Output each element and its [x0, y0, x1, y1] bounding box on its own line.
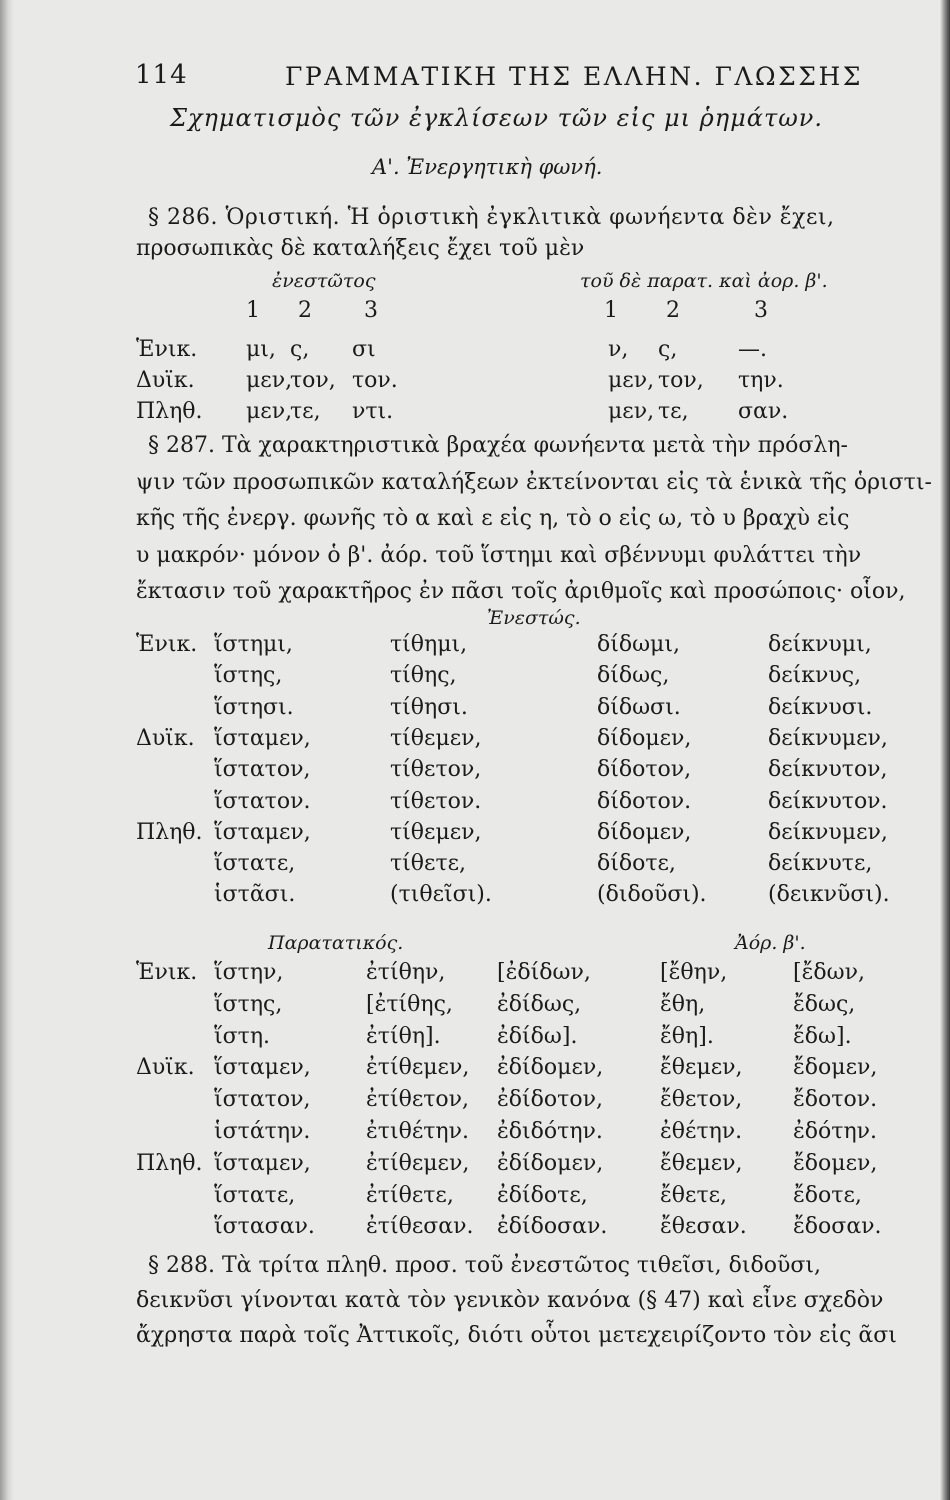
verb-form: [ἐτίθης,	[366, 991, 453, 1017]
verb-form: τίθης,	[390, 663, 457, 689]
person-number: 2	[666, 298, 680, 323]
verb-form: ἔθη,	[660, 991, 706, 1017]
s287-line: ψιν τῶν προσωπικῶν καταλήξεων ἐκτείνονται εἰς τὰ ἑνικὰ τῆς ὁριστι-	[136, 469, 932, 495]
verb-form: ἵστασαν.	[214, 1214, 315, 1240]
verb-form: ἵστατε,	[214, 851, 296, 877]
verb-form: δίδως,	[597, 663, 670, 689]
verb-form: δίδομεν,	[597, 819, 692, 845]
verb-form: τίθημι,	[390, 632, 468, 657]
ending-cell: ς,	[290, 337, 310, 362]
verb-form: τίθεμεν,	[390, 725, 482, 751]
ending-cell: ντι.	[352, 399, 394, 424]
verb-form: ἵστης,	[214, 663, 283, 689]
verb-form: δίδομεν,	[597, 725, 692, 751]
s287-line: ἔκτασιν τοῦ χαρακτῆρος ἐν πᾶσι τοῖς ἀριθμοῖς καὶ προσώποις· οἷον,	[136, 579, 906, 604]
verb-form: δίδοτον,	[597, 757, 692, 783]
verb-form: ἔδοτον.	[793, 1087, 878, 1113]
ending-cell: ς,	[658, 337, 678, 362]
ending-cell: τον.	[352, 368, 398, 393]
verb-form: (δεικνῦσι).	[768, 882, 890, 908]
person-number: 1	[246, 298, 260, 323]
verb-form: ἵστατον,	[214, 1087, 311, 1113]
verb-form: ἵστατον.	[214, 788, 311, 814]
verb-form: ἐδίδοτον,	[497, 1087, 603, 1113]
verb-form: τίθετον,	[390, 757, 482, 783]
chapter-title: Σχηματισμὸς τῶν ἐγκλίσεων τῶν εἰς μι ῥημάτων.	[170, 104, 824, 132]
page-number: 114	[135, 60, 188, 90]
verb-form: δείκνυμεν,	[768, 725, 888, 751]
verb-form: ἔθεσαν.	[660, 1214, 747, 1240]
number-label: Πληθ.	[136, 399, 203, 424]
verb-form: ἔδως,	[793, 991, 856, 1017]
verb-form: δείκνυμεν,	[768, 819, 888, 845]
s288-line: ἄχρηστα παρὰ τοῖς Ἀττικοῖς, διότι οὗτοι μετεχειρίζοντο τὸν εἰς ᾶσι	[136, 1323, 897, 1348]
verb-form: ἐδότην.	[793, 1119, 878, 1144]
verb-form: τίθεμεν,	[390, 819, 482, 845]
verb-form: ἐτίθετε,	[366, 1182, 454, 1208]
number-label: Πληθ.	[136, 1150, 203, 1176]
ending-cell: τον,	[290, 368, 336, 393]
verb-form: (διδοῦσι).	[597, 882, 707, 908]
verb-form: ἵσταμεν,	[214, 1055, 311, 1081]
verb-form: ἐτίθεμεν,	[366, 1150, 470, 1176]
number-label: Δυϊκ.	[136, 725, 195, 751]
section-subtitle: Α'. Ἐνεργητικὴ φωνή.	[372, 155, 603, 179]
ending-cell: σαν.	[738, 399, 789, 424]
verb-form: ἱστᾶσι.	[214, 882, 296, 908]
verb-form: δείκνυτε,	[768, 851, 873, 877]
verb-form: ἔθεμεν,	[660, 1150, 743, 1176]
verb-form: ἵστημι,	[214, 632, 293, 657]
number-label: Ἑνικ.	[136, 337, 198, 362]
number-label: Δυϊκ.	[136, 1055, 195, 1081]
verb-form: ἵστατον,	[214, 757, 311, 783]
verb-form: ἐδίδως,	[497, 991, 582, 1017]
s286-line-1: § 286. Ὁριστική. Ἡ ὁριστικὴ ἐγκλιτικὰ φωνήεντα δὲν ἔχει,	[148, 205, 835, 230]
verb-form: δείκνυσι.	[768, 694, 873, 720]
verb-form: [ἔθην,	[660, 960, 728, 985]
ending-cell: τον,	[658, 368, 704, 393]
verb-form: ἔθετον,	[660, 1087, 743, 1113]
verb-form: δείκνυς,	[768, 663, 862, 689]
ending-cell: —.	[738, 337, 767, 362]
verb-form: τίθετον.	[390, 788, 482, 814]
verb-form: ἐδίδοσαν.	[497, 1214, 608, 1240]
verb-form: δείκνυτον.	[768, 788, 888, 814]
ending-cell: μεν,	[608, 399, 655, 424]
ending-cell: τε,	[290, 399, 321, 424]
verb-form: ἵστη.	[214, 1023, 270, 1049]
verb-form: τίθησι.	[390, 694, 468, 720]
verb-form: ἐτίθετον,	[366, 1087, 470, 1113]
verb-form: δείκνυμι,	[768, 632, 872, 657]
ending-cell: την.	[738, 368, 784, 393]
verb-form: ἔδοσαν.	[793, 1214, 882, 1240]
verb-form: ἵστην,	[214, 960, 284, 985]
verb-form: ἐδίδομεν,	[497, 1055, 604, 1081]
verb-form: [ἔδων,	[793, 960, 865, 985]
verb-form: ἵσταμεν,	[214, 819, 311, 845]
verb-form: ἐδίδομεν,	[497, 1150, 604, 1176]
verb-form: (τιθεῖσι).	[390, 882, 492, 908]
running-title: ΓΡΑΜΜΑΤΙΚΗ ΤΗΣ ΕΛΛΗΝ. ΓΛΩΣΣΗΣ	[285, 62, 863, 91]
verb-form: ἐθέτην.	[660, 1119, 743, 1144]
verb-form: ἵσταμεν,	[214, 725, 311, 751]
verb-form: ἐδίδοτε,	[497, 1182, 588, 1208]
verb-form: δείκνυτον,	[768, 757, 888, 783]
verb-form: ἵσταμεν,	[214, 1150, 311, 1176]
verb-form: ἐτιθέτην.	[366, 1119, 469, 1144]
s287-line: κῆς τῆς ἐνεργ. φωνῆς τὸ α καὶ ε εἰς η, τὸ ο εἰς ω, τὸ υ βραχὺ εἰς	[136, 506, 850, 531]
verb-form: δίδοτε,	[597, 851, 676, 877]
verb-form: ἐδίδω].	[497, 1023, 578, 1049]
ending-cell: μεν,	[608, 368, 655, 393]
page-left-shadow	[0, 0, 14, 1500]
ending-cell: μεν,	[246, 399, 293, 424]
ending-cell: μεν,	[246, 368, 293, 393]
ending-cell: ν,	[608, 337, 629, 362]
verb-form: ἵστατε,	[214, 1182, 296, 1208]
verb-form: ἐτίθεσαν.	[366, 1214, 474, 1240]
present-heading: ἐνεστῶτος	[272, 270, 376, 292]
verb-form: ἐτίθη].	[366, 1023, 441, 1049]
verb-form: ἔθη].	[660, 1023, 714, 1049]
verb-form: ἐτίθεμεν,	[366, 1055, 470, 1081]
present-table-heading: Ἐνεστώς.	[487, 607, 581, 629]
page-header	[135, 58, 890, 94]
verb-form: [ἐδίδων,	[497, 960, 591, 985]
imperfect-heading: Παρατατικός.	[268, 932, 404, 954]
verb-form: δίδωσι.	[597, 694, 681, 720]
past-heading: τοῦ δὲ παρατ. καὶ ἀορ. β'.	[580, 270, 828, 292]
verb-form: ἐδιδότην.	[497, 1119, 603, 1144]
ending-cell: σι	[352, 337, 376, 362]
verb-form: ἵστησι.	[214, 694, 294, 720]
verb-form: δίδωμι,	[597, 632, 680, 657]
s287-line: υ μακρόν· μόνον ὁ β'. ἀόρ. τοῦ ἵστημι καὶ σβέννυμι φυλάττει τὴν	[136, 542, 862, 568]
person-number: 3	[754, 298, 768, 323]
number-label: Δυϊκ.	[136, 368, 195, 393]
s287-line: § 287. Τὰ χαρακτηριστικὰ βραχέα φωνήεντα μετὰ τὴν πρόσλη-	[148, 433, 848, 458]
number-label: Πληθ.	[136, 819, 203, 845]
verb-form: ἔθετε,	[660, 1182, 728, 1208]
verb-form: ἔδομεν,	[793, 1150, 878, 1176]
person-number: 1	[604, 298, 618, 323]
number-label: Ἑνικ.	[136, 960, 198, 985]
ending-cell: τε,	[658, 399, 689, 424]
person-number: 3	[364, 298, 378, 323]
s288-line: § 288. Τὰ τρίτα πληθ. προσ. τοῦ ἐνεστῶτος τιθεῖσι, διδοῦσι,	[148, 1253, 821, 1278]
verb-form: ἔθεμεν,	[660, 1055, 743, 1081]
s286-line-2: προσωπικὰς δὲ καταλήξεις ἔχει τοῦ μὲν	[136, 236, 585, 261]
verb-form: ἵστης,	[214, 991, 283, 1017]
verb-form: ἱστάτην.	[214, 1119, 311, 1144]
verb-form: δίδοτον.	[597, 788, 692, 814]
ending-cell: μι,	[246, 337, 276, 362]
aorist-heading: Ἀόρ. β'.	[735, 932, 806, 954]
person-number: 2	[298, 298, 312, 323]
verb-form: ἐτίθην,	[366, 960, 446, 985]
number-label: Ἑνικ.	[136, 632, 198, 657]
verb-form: ἔδοτε,	[793, 1182, 862, 1208]
page-right-shadow	[940, 0, 950, 1500]
verb-form: ἔδω].	[793, 1023, 852, 1049]
verb-form: ἔδομεν,	[793, 1055, 878, 1081]
s288-line: δεικνῦσι γίνονται κατὰ τὸν γενικὸν κανόνα (§ 47) καὶ εἶνε σχεδὸν	[136, 1288, 884, 1313]
verb-form: τίθετε,	[390, 851, 467, 877]
